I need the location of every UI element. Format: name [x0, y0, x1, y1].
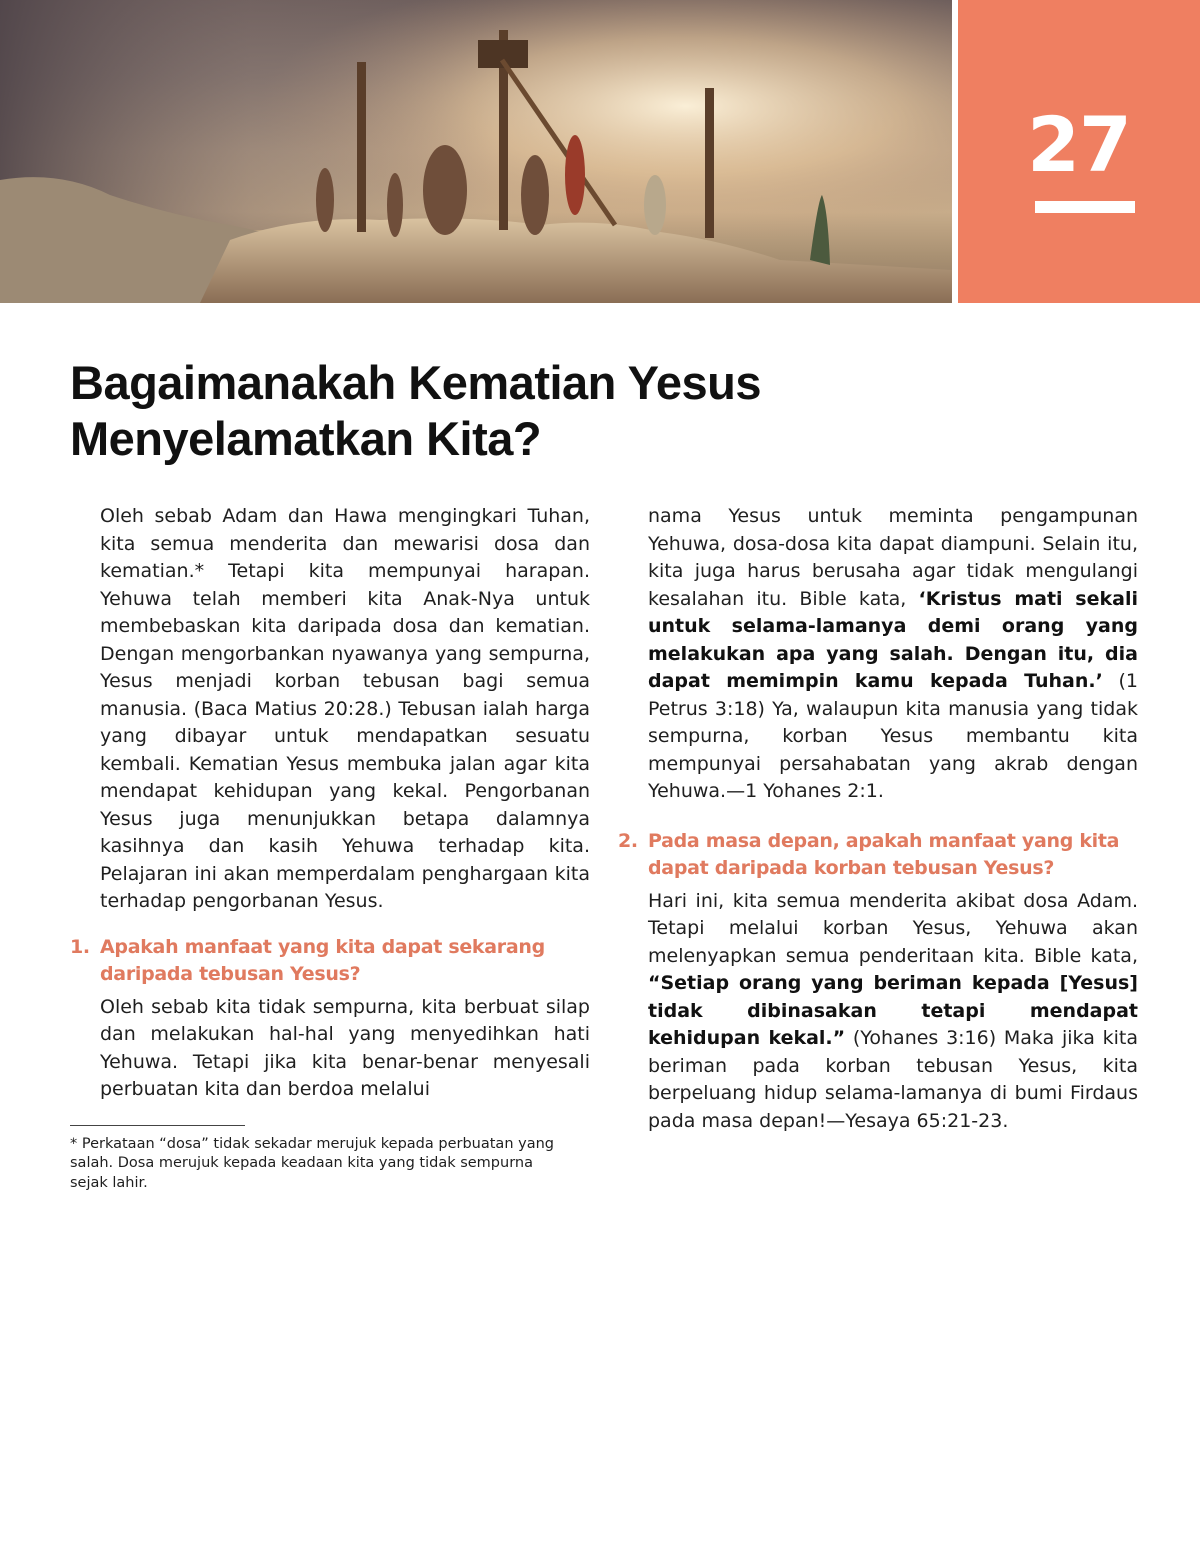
section-1-text: nama Yesus untuk meminta pengampunan Yehuwa, dosa-dosa kita dapat diampuni. Selain itu, kita juga harus berusaha agar tidak mengulangi kesalahan itu. Bible kata, — [648, 505, 1138, 610]
question-2-text: Pada masa depan, apakah manfaat yang kita dapat daripada korban tebusan Yesus? — [648, 829, 1120, 879]
question-1-number: 1. — [70, 935, 90, 958]
section-2-paragraph — [618, 888, 1138, 1136]
lesson-number: 27 — [1027, 100, 1131, 189]
question-1-text: Apakah manfaat yang kita dapat sekarang daripada tebusan Yesus? — [100, 935, 545, 985]
section-1-paragraph-part2 — [618, 503, 1138, 806]
crucifixion-illustration — [0, 0, 952, 303]
right-column — [618, 503, 1138, 1135]
section-1-text-after: (1 Petrus 3:18) Ya, walaupun kita manusia yang tidak sempurna, korban Yesus membantu kita mempunyai persahabatan yang akrab dengan Yehuwa.—1 Yohanes 2:1. — [648, 670, 1138, 802]
question-2 — [618, 828, 1138, 882]
section-2-text-after: (Yohanes 3:16) Maka jika kita beriman pada korban tebusan Yesus, kita berpeluang hidup selama-lamanya di bumi Firdaus pada masa depan!—Yesaya 65:21-23. — [648, 1027, 1138, 1132]
title-line-2: Menyelamatkan Kita? — [70, 412, 542, 465]
title-line-1: Bagaimanakah Kematian Yesus — [70, 356, 761, 409]
scripture-quote-john: “Setiap orang yang beriman kepada [Yesus] tidak dibinasakan tetapi mendapat kehidupan kekal.” — [648, 972, 1138, 1049]
lesson-underline — [1035, 201, 1135, 213]
question-1 — [70, 934, 590, 988]
hero-image — [0, 0, 952, 303]
footnote-divider — [70, 1125, 245, 1126]
intro-paragraph: Oleh sebab Adam dan Hawa mengingkari Tuhan, kita semua menderita dan mewarisi dosa dan kematian.* Tetapi kita mempunyai harapan. Yehuwa telah memberi kita Anak-Nya untuk membebaskan kita daripada dosa dan kematian. Dengan mengorbankan nyawanya yang sempurna, Yesus menjadi korban tebusan bagi semua manusia. (Baca Matius 20:28.) Tebusan ialah harga yang dibayar untuk mendapatkan sesuatu kembali. Kematian Yesus membuka jalan agar kita mendapat kehidupan yang kekal. Pengorbanan Yesus juga menunjukkan betapa dalamnya kasihnya dan kasih Yehuwa terhadap kita. Pelajaran ini akan memperdalam penghargaan kita terhadap pengorbanan Yesus. — [100, 505, 590, 912]
right-cross — [705, 88, 714, 238]
left-cross — [357, 62, 366, 232]
section-1-paragraph-part1: Oleh sebab kita tidak sempurna, kita berbuat silap dan melakukan hal-hal yang menyedihkan hati Yehuwa. Tetapi jika kita benar-benar menyesali perbuatan kita dan berdoa melalui — [100, 995, 590, 1100]
section-2-text: Hari ini, kita semua menderita akibat dosa Adam. Tetapi melalui korban Yesus, Yehuwa akan melenyapkan semua penderitaan kita. Bible kata, — [648, 889, 1138, 967]
question-2-number: 2. — [618, 829, 638, 852]
left-column — [70, 503, 590, 1193]
lesson-number-badge — [958, 0, 1200, 303]
page-title — [70, 355, 930, 467]
scripture-quote-1-peter: ‘Kristus mati sekali untuk selama-lamanya demi orang yang melakukan apa yang salah. Dengan itu, dia dapat memimpin kamu kepada Tuhan.’ — [648, 587, 1138, 692]
footnote: * Perkataan “dosa” tidak sekadar merujuk kepada perbuatan yang salah. Dosa merujuk kepada keadaan kita yang tidak sempurna sejak lahir. — [70, 1135, 554, 1191]
